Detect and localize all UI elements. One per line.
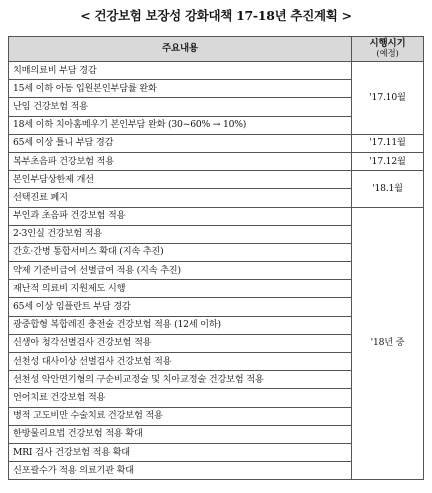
header-content: 주요내용 bbox=[9, 37, 352, 62]
content-cell: 선택진료 폐지 bbox=[9, 189, 352, 207]
table-row bbox=[9, 134, 424, 152]
content-cell: 부인과 초음파 건강보험 적용 bbox=[9, 207, 352, 225]
content-cell: 65세 이상 틀니 부담 경감 bbox=[9, 134, 352, 152]
table-row bbox=[9, 207, 424, 225]
timing-cell: '17.11월 bbox=[352, 134, 424, 152]
content-cell: 병적 고도비만 수술치료 건강보험 적용 bbox=[9, 407, 352, 425]
timing-cell: '17.12월 bbox=[352, 152, 424, 170]
table-row bbox=[9, 62, 424, 80]
table-header-row bbox=[9, 37, 424, 62]
header-timing bbox=[352, 37, 424, 62]
timing-cell: '18년 중 bbox=[352, 207, 424, 480]
content-cell: 난임 건강보험 적용 bbox=[9, 98, 352, 116]
table-row bbox=[9, 171, 424, 189]
document-title: < 건강보험 보장성 강화대책 17-18년 추진계획 > bbox=[80, 8, 352, 23]
content-cell: 선천성 악안면기형의 구순비교정술 및 치아교정술 건강보험 적용 bbox=[9, 371, 352, 389]
content-cell: 65세 이상 임플란트 부담 경감 bbox=[9, 298, 352, 316]
content-cell: 언어치료 건강보험 적용 bbox=[9, 389, 352, 407]
timing-cell: '18.1월 bbox=[352, 171, 424, 207]
content-cell: 재난적 의료비 지원제도 시행 bbox=[9, 280, 352, 298]
plan-table bbox=[8, 36, 424, 480]
header-timing-label: 시행시기 bbox=[369, 38, 406, 49]
content-cell: MRI 검사 건강보험 적용 확대 bbox=[9, 443, 352, 461]
content-cell: 복부초음파 건강보험 적용 bbox=[9, 152, 352, 170]
timing-cell: '17.10월 bbox=[352, 62, 424, 135]
content-cell: 간호·간병 통합서비스 확대 (지속 추진) bbox=[9, 243, 352, 261]
content-cell: 신생아 청각선별검사 건강보험 적용 bbox=[9, 334, 352, 352]
table-body bbox=[9, 62, 424, 480]
content-cell: 한방물리요법 건강보험 적용 확대 bbox=[9, 425, 352, 443]
header-timing-sub: (예정) bbox=[376, 49, 399, 59]
table-row bbox=[9, 152, 424, 170]
content-cell: 약제 기준비급여 선별급여 적용 (지속 추진) bbox=[9, 262, 352, 280]
content-cell: 15세 이하 아동 입원본인부담률 완화 bbox=[9, 80, 352, 98]
content-cell: 2-3인실 건강보험 적용 bbox=[9, 225, 352, 243]
content-cell: 치매의료비 부담 경감 bbox=[9, 62, 352, 80]
content-cell: 신포괄수가 적용 의료기관 확대 bbox=[9, 462, 352, 480]
content-cell: 본인부담상한제 개선 bbox=[9, 171, 352, 189]
content-cell: 광중합형 복합레진 충전술 건강보험 적용 (12세 이하) bbox=[9, 316, 352, 334]
content-cell: 선천성 대사이상 선별검사 건강보험 적용 bbox=[9, 353, 352, 371]
content-cell: 18세 이하 치아홈메우기 본인부담 완화 (30~60% → 10%) bbox=[9, 116, 352, 134]
